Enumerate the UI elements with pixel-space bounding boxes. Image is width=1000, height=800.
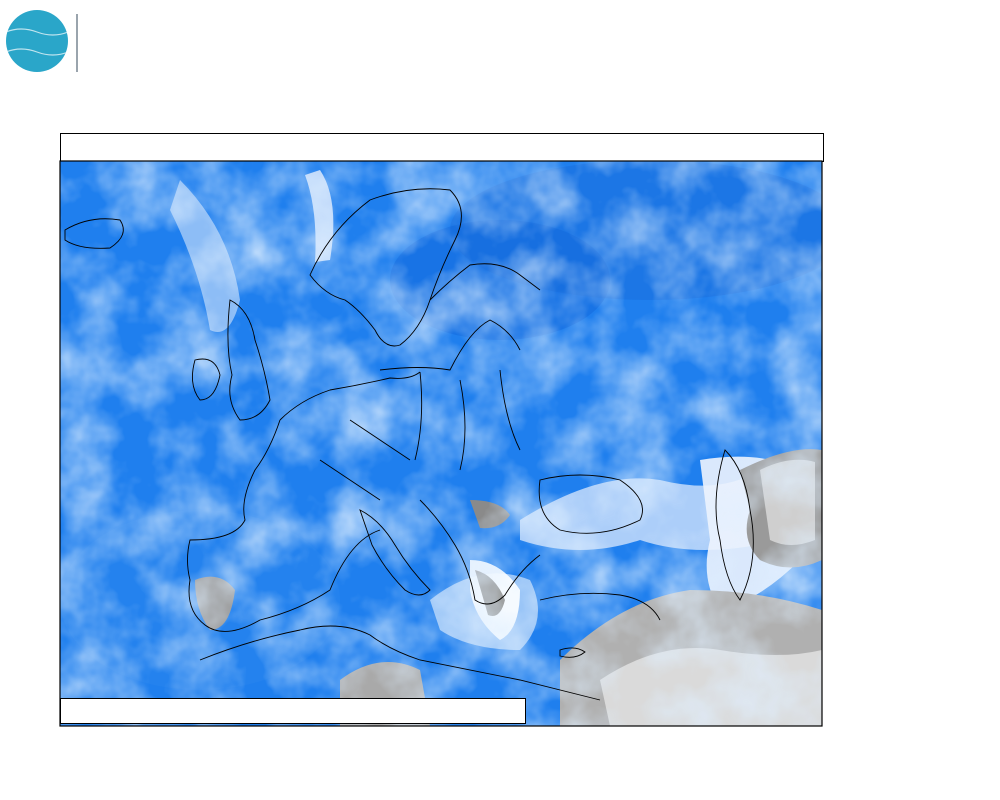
footer-info [60,698,526,724]
map-field [60,160,850,726]
color-legend [905,18,1000,800]
